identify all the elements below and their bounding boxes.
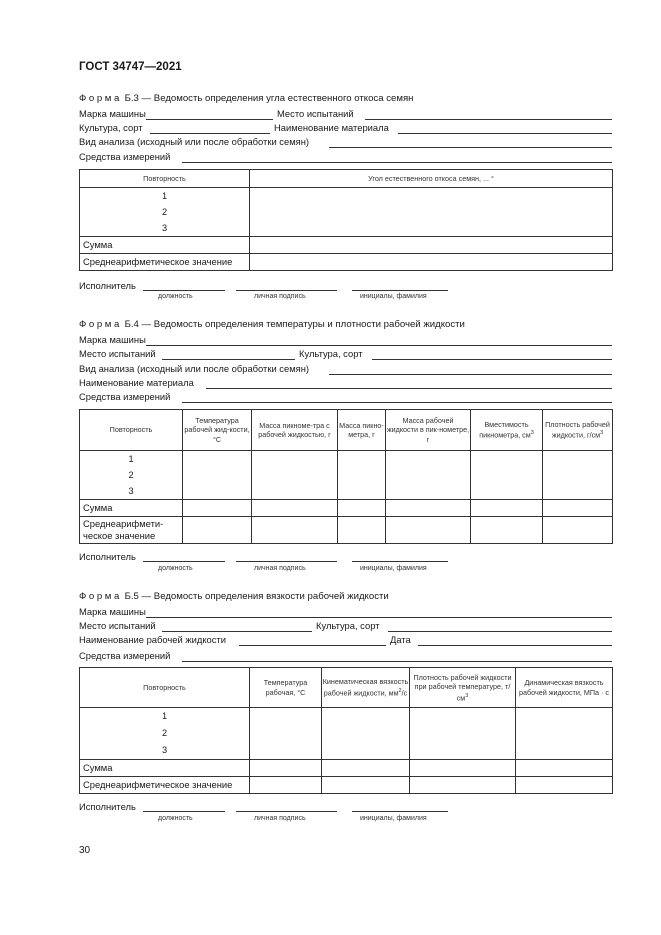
caption-signature: личная подпись [254, 293, 306, 300]
col-dynamic-header: Динамическая вязкость рабочей жидкости, МПа · с [516, 668, 613, 708]
data-cell[interactable] [410, 760, 516, 777]
executor-name-line[interactable] [352, 811, 448, 812]
sum-cell[interactable] [250, 237, 613, 254]
data-cell[interactable] [183, 500, 252, 517]
field-brand-line[interactable] [146, 345, 612, 346]
field-brand-label: Марка машины [79, 606, 146, 617]
field-brand-line[interactable] [146, 119, 273, 120]
field-means-line[interactable] [182, 402, 612, 403]
sum-label: Сумма [80, 760, 250, 777]
row-number: 1 [161, 191, 168, 201]
col-density-header [410, 668, 516, 708]
executor-signature-line[interactable] [236, 811, 337, 812]
data-cell[interactable] [410, 777, 516, 794]
mean-cell[interactable] [250, 254, 613, 271]
data-cell[interactable] [322, 777, 410, 794]
caption-position: должность [158, 565, 193, 572]
row-number: 3 [161, 223, 168, 233]
form-b5-title [79, 591, 389, 602]
data-cell[interactable] [252, 517, 338, 544]
col-kinematic-header [322, 668, 410, 708]
form-title-text: Б.5 — Ведомость определения вязкости рабочей жидкости [121, 591, 389, 602]
data-cell[interactable] [322, 708, 410, 760]
executor-position-line[interactable] [143, 811, 225, 812]
field-place-line[interactable] [365, 119, 612, 120]
mean-label [80, 517, 183, 544]
mean-label: Среднеарифметическое значение [80, 777, 250, 794]
field-culture-line[interactable] [150, 133, 270, 134]
col-mass-liquid-header: Масса рабочей жидкости в пик-нометре, г [386, 410, 471, 451]
row-number: 2 [161, 728, 168, 738]
form-prefix: Форма [79, 319, 122, 330]
col-mass-pyc-header: Масса пикно-метра, г [338, 410, 386, 451]
data-cell[interactable] [250, 777, 322, 794]
data-cell[interactable] [471, 517, 543, 544]
field-culture-line[interactable] [372, 359, 612, 360]
data-cell[interactable] [386, 500, 471, 517]
field-culture-label: Культура, сорт [316, 620, 380, 631]
field-analysis-line[interactable] [329, 147, 612, 148]
caption-signature: личная подпись [254, 815, 306, 822]
data-cell[interactable] [252, 500, 338, 517]
col-mass-pyc-liquid-header: Масса пикноме-тра с рабочей жидкостью, г [252, 410, 338, 451]
col-repeat-header: Повторность [80, 170, 250, 188]
field-analysis-label: Вид анализа (исходный или после обработки семян) [79, 136, 310, 147]
executor-position-line[interactable] [143, 561, 225, 562]
caption-signature: личная подпись [254, 565, 306, 572]
data-cell[interactable] [516, 760, 613, 777]
row-number: 2 [128, 470, 134, 480]
data-cell[interactable] [338, 500, 386, 517]
field-material-line[interactable] [398, 133, 612, 134]
field-place-line[interactable] [162, 631, 312, 632]
data-cell[interactable] [516, 708, 613, 760]
data-cell[interactable] [471, 451, 543, 500]
executor-signature-line[interactable] [236, 290, 337, 291]
data-cell[interactable] [338, 517, 386, 544]
form-b5-table [79, 667, 613, 794]
data-cell[interactable] [322, 760, 410, 777]
col-kinematic-tail: /с [401, 688, 408, 698]
data-cell[interactable] [543, 451, 613, 500]
field-culture-label: Культура, сорт [299, 348, 363, 359]
executor-name-line[interactable] [352, 290, 448, 291]
field-material-label: Наименование материала [79, 377, 194, 388]
field-culture-label: Культура, сорт [79, 122, 143, 133]
row-number: 3 [128, 486, 134, 496]
col-temp-header: Температура рабочая, °С [250, 668, 322, 708]
sum-label: Сумма [80, 237, 250, 254]
rows-cell [80, 451, 183, 500]
data-cell[interactable] [543, 517, 613, 544]
unit-superscript: 3 [600, 430, 604, 437]
row-number: 2 [161, 207, 168, 217]
col-capacity-text: Вместимость пикнометра, см [479, 419, 531, 440]
executor-label: Исполнитель [79, 280, 136, 291]
field-liquid-line[interactable] [239, 645, 386, 646]
executor-position-line[interactable] [143, 290, 225, 291]
form-b4-title [79, 319, 465, 330]
form-b3-table [79, 169, 613, 271]
field-place-label: Место испытаний [79, 348, 156, 359]
executor-name-line[interactable] [352, 561, 448, 562]
field-means-label: Средства измерений [79, 650, 171, 661]
field-analysis-label: Вид анализа (исходный или после обработки семян) [79, 363, 310, 374]
data-cell[interactable] [250, 708, 322, 760]
data-cell[interactable] [338, 451, 386, 500]
form-title-text: Б.3 — Ведомость определения угла естественного откоса семян [121, 93, 414, 104]
unit-superscript: 2 [398, 687, 402, 694]
data-cell[interactable] [250, 760, 322, 777]
mean-label: Среднеарифметическое значение [80, 254, 250, 271]
data-cell[interactable] [543, 500, 613, 517]
executor-signature-line[interactable] [236, 561, 337, 562]
field-place-label: Место испытаний [277, 108, 354, 119]
col-repeat-header: Повторность [80, 668, 250, 708]
row-number: 1 [128, 454, 134, 464]
row-number: 1 [161, 711, 168, 721]
angle-input-cell[interactable] [250, 188, 613, 237]
data-cell[interactable] [516, 777, 613, 794]
field-means-label: Средства измерений [79, 391, 171, 402]
caption-name: инициалы, фамилия [360, 293, 427, 300]
field-date-label: Дата [390, 634, 411, 645]
data-cell[interactable] [183, 517, 252, 544]
col-angle-header: Угол естественного откоса семян, ... ° [250, 170, 613, 188]
field-place-label: Место испытаний [79, 620, 156, 631]
executor-label: Исполнитель [79, 551, 136, 562]
form-prefix: Форма [79, 93, 122, 104]
caption-position: должность [158, 815, 193, 822]
col-repeat-header: Повторность [80, 410, 183, 451]
field-means-label: Средства измерений [79, 151, 171, 162]
form-prefix: Форма [79, 591, 122, 602]
mean-label-line: Среднеарифмети- [83, 518, 164, 529]
col-density-header [543, 410, 613, 451]
unit-superscript: 3 [465, 692, 469, 699]
field-place-line[interactable] [162, 359, 295, 360]
page-number: 30 [79, 845, 91, 856]
caption-name: инициалы, фамилия [360, 565, 427, 572]
data-cell[interactable] [410, 708, 516, 760]
col-kinematic-text: Кинематическая вязкость рабочей жидкости, мм [322, 677, 409, 698]
form-b4-table [79, 409, 613, 544]
executor-label: Исполнитель [79, 801, 136, 812]
field-analysis-line[interactable] [329, 374, 612, 375]
col-temp-header: Температура рабочей жид-кости, °С [183, 410, 252, 451]
data-cell[interactable] [386, 451, 471, 500]
data-cell[interactable] [471, 500, 543, 517]
col-density-text: Плотность рабочей жидкости при рабочей температуре, т/см [413, 672, 512, 702]
sum-label: Сумма [80, 500, 183, 517]
field-culture-line[interactable] [388, 631, 612, 632]
mean-label-line: ческое значение [83, 530, 156, 541]
col-density-text: Плотность рабочей жидкости, г/см [545, 419, 610, 440]
rows-cell [80, 188, 250, 237]
field-brand-label: Марка машины [79, 334, 146, 345]
form-b3-title [79, 93, 413, 104]
field-means-line[interactable] [182, 162, 612, 163]
data-cell[interactable] [183, 451, 252, 500]
data-cell[interactable] [252, 451, 338, 500]
field-date-line[interactable] [418, 645, 612, 646]
field-material-label: Наименование материала [274, 122, 389, 133]
field-material-line[interactable] [206, 388, 612, 389]
form-title-text: Б.4 — Ведомость определения температуры и плотности рабочей жидкости [121, 319, 465, 330]
unit-superscript: 3 [530, 430, 534, 437]
col-capacity-header [471, 410, 543, 451]
field-brand-line[interactable] [146, 617, 612, 618]
field-means-line[interactable] [182, 661, 612, 662]
caption-name: инициалы, фамилия [360, 815, 427, 822]
field-liquid-label: Наименование рабочей жидкости [79, 634, 226, 645]
row-number: 3 [161, 745, 168, 755]
rows-cell [80, 708, 250, 760]
caption-position: должность [158, 293, 193, 300]
field-brand-label: Марка машины [79, 108, 146, 119]
document-header: ГОСТ 34747—2021 [79, 61, 182, 73]
data-cell[interactable] [386, 517, 471, 544]
